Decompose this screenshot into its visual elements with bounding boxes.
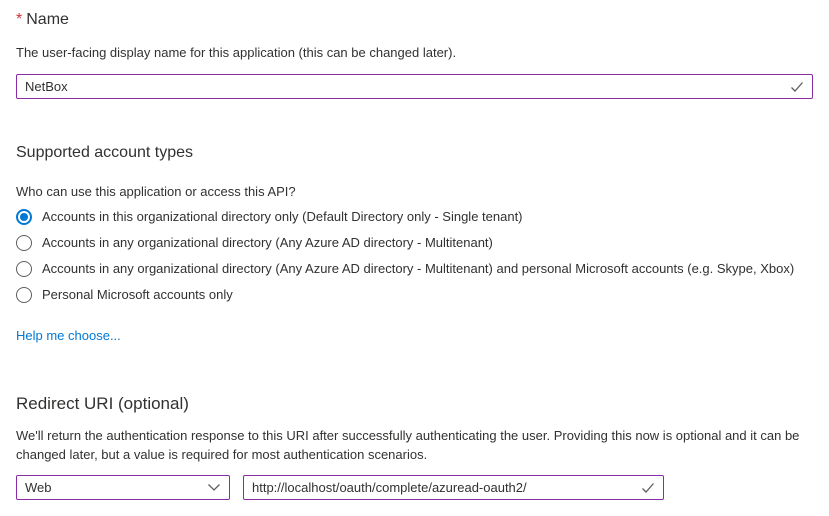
valid-check-icon xyxy=(641,482,655,494)
app-name-field[interactable] xyxy=(16,74,813,99)
chevron-down-icon xyxy=(207,483,221,492)
redirect-uri-field[interactable] xyxy=(243,475,664,500)
redirect-uri-description: We'll return the authentication response to this URI after successfully authenticating the user. Providing this now is optional and it can be changed later, but a value is required for most authentication scenarios. xyxy=(16,428,800,462)
required-asterisk: * xyxy=(16,11,23,28)
account-type-options xyxy=(16,204,813,308)
platform-select[interactable] xyxy=(16,475,230,500)
radio-unselected-icon[interactable] xyxy=(16,235,32,251)
option-label: Personal Microsoft accounts only xyxy=(42,287,233,302)
radio-unselected-icon[interactable] xyxy=(16,287,32,303)
name-title-text: Name xyxy=(26,11,69,28)
redirect-uri-row xyxy=(16,475,813,500)
name-section-title xyxy=(16,10,813,30)
option-single-tenant[interactable] xyxy=(16,204,813,230)
option-multitenant-personal[interactable] xyxy=(16,256,813,282)
help-me-choose-link[interactable]: Help me choose... xyxy=(16,328,121,343)
option-personal-only[interactable] xyxy=(16,282,813,308)
option-label: Accounts in any organizational directory (Any Azure AD directory - Multitenant) xyxy=(42,235,493,250)
supported-account-types-title: Supported account types xyxy=(16,144,194,161)
redirect-uri-title: Redirect URI (optional) xyxy=(16,394,189,413)
option-label: Accounts in any organizational directory (Any Azure AD directory - Multitenant) and personal Microsoft accounts (e.g. Skype, Xbox) xyxy=(42,261,795,276)
account-types-question: Who can use this application or access this API? xyxy=(16,184,296,199)
platform-select-value: Web xyxy=(25,480,52,495)
radio-selected-icon[interactable] xyxy=(16,209,32,225)
app-name-input[interactable] xyxy=(25,79,784,94)
radio-unselected-icon[interactable] xyxy=(16,261,32,277)
option-label: Accounts in this organizational directory only (Default Directory only - Single tenant) xyxy=(42,209,523,224)
option-multitenant[interactable] xyxy=(16,230,813,256)
redirect-uri-input[interactable] xyxy=(252,480,635,495)
valid-check-icon xyxy=(790,81,804,93)
name-description: The user-facing display name for this application (this can be changed later). xyxy=(16,45,457,60)
